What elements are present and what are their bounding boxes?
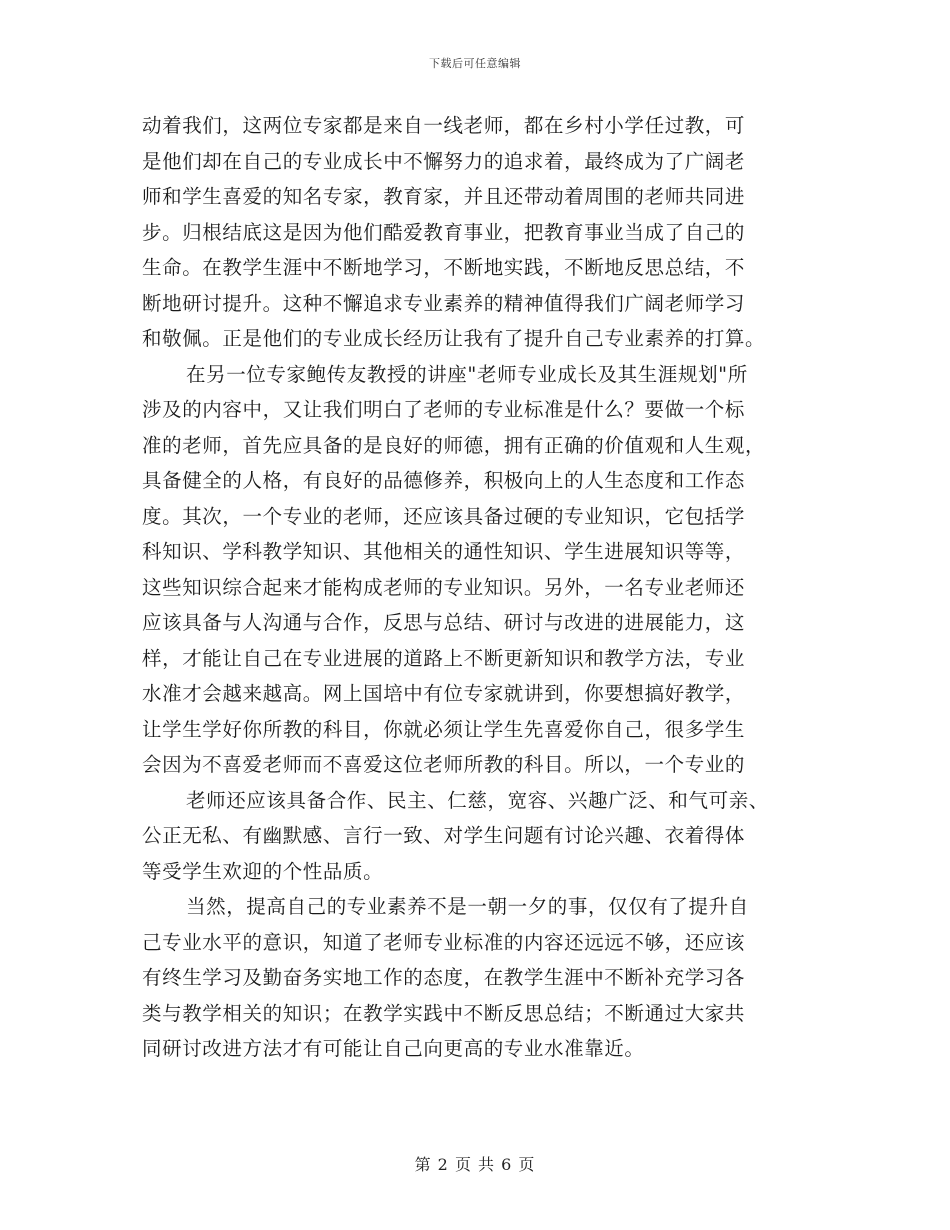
text-line: 动着我们，这两位专家都是来自一线老师，都在乡村小学任过教，可 bbox=[142, 114, 746, 137]
text-line: 有终生学习及勤奋务实地工作的态度，在教学生涯中不断补充学习各 bbox=[142, 966, 746, 989]
paragraph-start-line: 在另一位专家鲍传友教授的讲座"老师专业成长及其生涯规划"所 bbox=[186, 362, 748, 386]
text-line: 断地研讨提升。这种不懈追求专业素养的精神值得我们广阔老师学习 bbox=[142, 291, 746, 315]
document-body bbox=[142, 108, 814, 1067]
text-line: 和敬佩。正是他们的专业成长经历让我有了提升自己专业素养的打算。 bbox=[142, 327, 766, 350]
paragraph-start-line: 当然，提高自己的专业素养不是一朝一夕的事，仅仅有了提升自 bbox=[186, 895, 749, 918]
text-line: 这些知识综合起来才能构成老师的专业知识。另外，一名专业老师还 bbox=[142, 575, 746, 599]
text-line: 师和学生喜爱的知名专家，教育家，并且还带动着周围的老师共同进 bbox=[142, 185, 746, 208]
text-line: 具备健全的人格，有良好的品德修养，积极向上的人生态度和工作态 bbox=[142, 469, 746, 492]
text-line: 会因为不喜爱老师而不喜爱这位老师所教的科目。所以，一个专业的 bbox=[142, 753, 746, 776]
text-line: 类与教学相关的知识；在教学实践中不断反思总结；不断通过大家共 bbox=[142, 1001, 746, 1025]
text-line: 科知识、学科教学知识、其他相关的通性知识、学生进展知识等等， bbox=[142, 540, 746, 563]
text-line: 准的老师，首先应具备的是良好的师德，拥有正确的价值观和人生观， bbox=[142, 433, 766, 457]
text-line: 是他们却在自己的专业成长中不懈努力的追求着，最终成为了广阔老 bbox=[142, 149, 746, 173]
text-line: 水准才会越来越高。网上国培中有位专家就讲到，你要想搞好教学， bbox=[142, 682, 746, 705]
text-line: 应该具备与人沟通与合作，反思与总结、研讨与改进的进展能力，这 bbox=[142, 611, 746, 634]
page-number-footer: 第 2 页 共 6 页 bbox=[414, 1155, 536, 1174]
text-line: 步。归根结底这是因为他们酷爱教育事业，把教育事业当成了自己的 bbox=[142, 220, 746, 244]
text-line: 样，才能让自己在专业进展的道路上不断更新知识和教学方法，专业 bbox=[142, 646, 746, 670]
text-line: 度。其次，一个专业的老师，还应该具备过硬的专业知识，它包括学 bbox=[142, 504, 746, 528]
page-header-note: 下载后可任意编辑 bbox=[429, 57, 521, 70]
text-line: 生命。在教学生涯中不断地学习，不断地实践，不断地反思总结，不 bbox=[142, 256, 746, 279]
text-line: 涉及的内容中，又让我们明白了老师的专业标准是什么？要做一个标 bbox=[142, 398, 746, 421]
paragraph-start-line: 老师还应该具备合作、民主、仁慈，宽容、兴趣广泛、和气可亲、 bbox=[186, 788, 769, 812]
text-line: 公正无私、有幽默感、言行一致、对学生问题有讨论兴趣、衣着得体 bbox=[142, 824, 746, 847]
text-line: 同研讨改进方法才有可能让自己向更高的专业水准靠近。 bbox=[142, 1037, 645, 1060]
text-line: 等受学生欢迎的个性品质。 bbox=[142, 859, 384, 883]
text-line: 让学生学好你所教的科目，你就必须让学生先喜爱你自己，很多学生 bbox=[142, 717, 746, 741]
text-line: 己专业水平的意识，知道了老师专业标准的内容还远远不够，还应该 bbox=[142, 930, 746, 954]
